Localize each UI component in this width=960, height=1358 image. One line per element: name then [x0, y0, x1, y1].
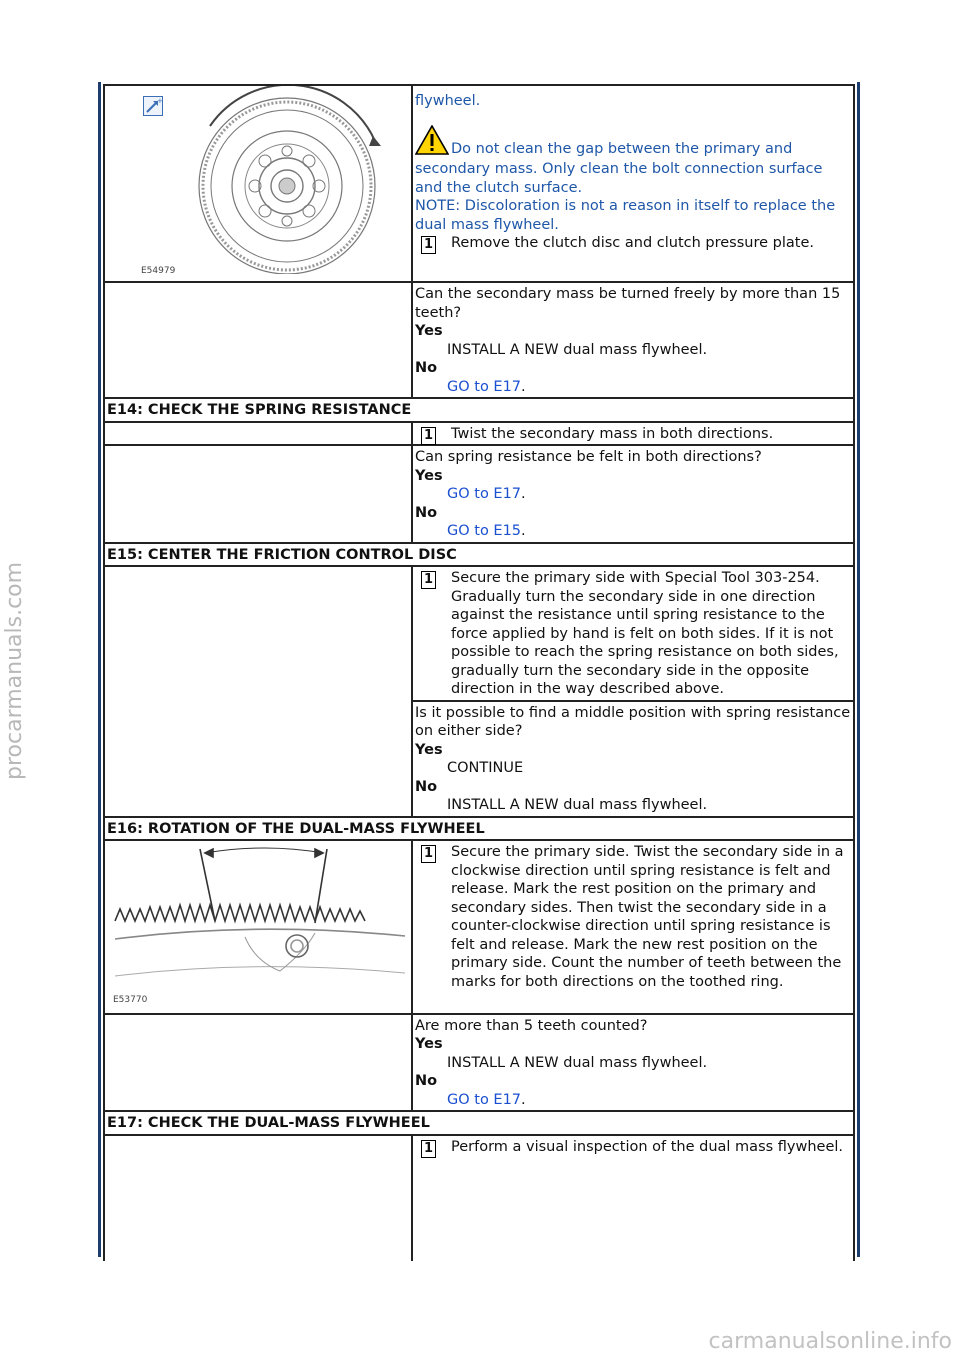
bottom-watermark: carmanualsonline.info: [708, 1329, 952, 1354]
toothed-ring-image-cell: [104, 840, 412, 1014]
table-row: [104, 1111, 854, 1135]
question-cell: [412, 1014, 854, 1112]
empty-cell: [104, 445, 412, 543]
goto-e17-link[interactable]: GO to E17: [447, 1091, 522, 1108]
step-text: Secure the primary side with Special Tool 303-254. Gradually turn the secondary side in one direction against the resistance until spring resistance to the force applied by hand is felt on both sides. If it is not possible to reach the spring resistance on both sides, gradually turn the secondary side in the opposite direction in the way described above.: [451, 570, 839, 697]
procedure-page: [103, 84, 855, 1254]
table-row: [104, 422, 854, 446]
step-item: [415, 425, 853, 444]
empty-cell: [104, 422, 412, 446]
punctuation: .: [521, 1091, 526, 1108]
table-row: [104, 282, 854, 398]
empty-cell: [104, 1014, 412, 1112]
step-text: Secure the primary side. Twist the secondary side in a clockwise direction until spring resistance is felt and release. Mark the rest position on the primary and secondary sides. Then twist the secondary side in a counter-clockwise direction until spring resistance is felt and release. Mark the new rest position on the primary side. Count the number of teeth between the marks for both directions on the toothed ring.: [451, 844, 844, 990]
step-cell: [412, 840, 854, 1014]
table-row: [104, 1135, 854, 1261]
step-cell: [412, 1135, 854, 1261]
goto-e15-link[interactable]: GO to E15: [447, 523, 522, 539]
warning-cell: [412, 85, 854, 282]
empty-cell: [104, 282, 412, 398]
image-caption: E53770: [113, 995, 148, 1005]
step-item: [415, 569, 853, 699]
section-header-e17: E17: CHECK THE DUAL-MASS FLYWHEEL: [104, 1111, 854, 1135]
step-item: [415, 234, 853, 253]
step-number: 1: [421, 427, 436, 445]
expand-image-icon[interactable]: [143, 96, 163, 122]
no-label: No: [415, 1073, 438, 1089]
yes-action: CONTINUE: [447, 760, 524, 776]
svg-text:+: +: [157, 97, 163, 105]
section-header-e16: E16: ROTATION OF THE DUAL-MASS FLYWHEEL: [104, 817, 854, 841]
step-number: 1: [421, 1140, 436, 1158]
question-cell: [412, 701, 854, 817]
question-text: Is it possible to find a middle position with spring resistance on either side?: [415, 704, 851, 739]
punctuation: .: [521, 378, 526, 395]
yes-label: Yes: [415, 741, 443, 758]
step-cell: [412, 422, 854, 446]
no-action: [415, 522, 853, 541]
left-margin-rule: [98, 82, 101, 1257]
table-row: [104, 817, 854, 841]
section-header-e15: E15: CENTER THE FRICTION CONTROL DISC: [104, 543, 854, 567]
yes-action: INSTALL A NEW dual mass flywheel.: [447, 341, 708, 358]
yes-label: Yes: [415, 467, 443, 484]
side-watermark: procarmanuals.com: [2, 561, 27, 780]
step-item: [415, 1138, 853, 1157]
table-row: [104, 85, 854, 282]
punctuation: .: [521, 486, 526, 502]
step-number: 1: [421, 845, 436, 863]
table-row: [104, 445, 854, 543]
table-row: [104, 543, 854, 567]
table-row: [104, 1014, 854, 1112]
empty-cell: [104, 1135, 412, 1261]
procedure-table: [103, 84, 855, 1261]
intro-text: flywheel.: [415, 93, 481, 109]
step-cell: [412, 566, 854, 701]
yes-label: Yes: [415, 323, 443, 339]
step-text: Twist the secondary mass in both directions.: [451, 425, 774, 442]
section-header-e14: E14: CHECK THE SPRING RESISTANCE: [104, 398, 854, 422]
no-label: No: [415, 360, 438, 376]
toothed-ring-illustration: [105, 841, 411, 1007]
question-text: Can spring resistance be felt in both directions?: [415, 449, 762, 465]
yes-action: [415, 485, 853, 504]
yes-action: INSTALL A NEW dual mass flywheel.: [447, 1054, 708, 1071]
note-text: NOTE: Discoloration is not a reason in itself to replace the dual mass flywheel.: [415, 198, 836, 233]
empty-cell: [104, 566, 412, 817]
no-action: [415, 1091, 853, 1110]
punctuation: .: [521, 523, 526, 539]
step-item: [415, 843, 853, 991]
warning-icon: [415, 125, 449, 161]
table-row: [104, 840, 854, 1014]
table-row: [104, 398, 854, 422]
table-row: [104, 566, 854, 701]
step-number: 1: [421, 236, 436, 254]
question-text: Are more than 5 teeth counted?: [415, 1017, 648, 1034]
flywheel-image-cell: [104, 85, 412, 282]
question-cell: [412, 445, 854, 543]
no-label: No: [415, 778, 438, 795]
goto-e17-link[interactable]: GO to E17: [447, 486, 522, 502]
step-text: Perform a visual inspection of the dual mass flywheel.: [451, 1138, 844, 1155]
step-text: Remove the clutch disc and clutch pressure plate.: [451, 235, 814, 251]
image-caption: E54979: [141, 266, 176, 276]
no-label: No: [415, 504, 438, 521]
question-cell: [412, 282, 854, 398]
right-margin-rule: [857, 82, 860, 1257]
yes-label: Yes: [415, 1036, 443, 1052]
no-action: [415, 378, 853, 397]
goto-e17-link[interactable]: GO to E17: [447, 378, 522, 395]
warning-text: Do not clean the gap between the primary and secondary mass. Only clean the bolt connection surface and the clutch surface.: [415, 140, 823, 196]
warning-block: [415, 125, 853, 198]
question-text: Can the secondary mass be turned freely by more than 15 teeth?: [415, 286, 841, 321]
no-action: INSTALL A NEW dual mass flywheel.: [447, 797, 708, 813]
step-number: 1: [421, 571, 436, 589]
